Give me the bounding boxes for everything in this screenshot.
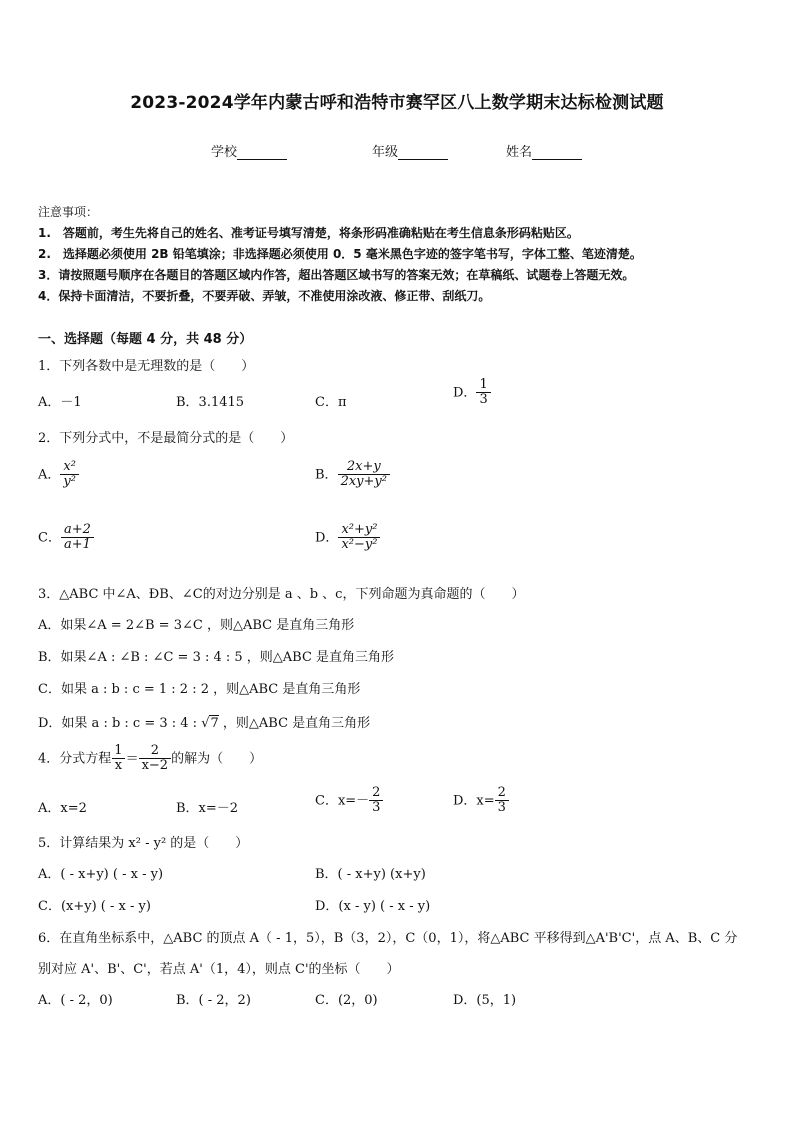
fraction-denominator: 2xy+y² [338, 474, 390, 489]
q4-option-d-fraction [495, 786, 509, 816]
notice-item-1: 1. 答题前，考生先将自己的姓名、准考证号填写清楚，将条形码准确粘贴在考生信息条形码粘贴区。 [38, 226, 579, 240]
fraction-numerator: 2x+y [346, 459, 381, 474]
q4-fraction-left [111, 744, 125, 774]
q2-option-b [315, 460, 390, 490]
q4-option-c [315, 786, 383, 816]
fraction-numerator: a+2 [63, 522, 91, 537]
q5-option-b: B．( - x+y) (x+y) [315, 867, 426, 882]
q6-option-a: A．( - 2，0) [38, 993, 113, 1008]
sqrt-radicand: 7 [210, 716, 219, 731]
q4-stem-tail: 的解为（ ） [171, 751, 263, 767]
grade-field [372, 141, 448, 160]
q1-option-d [453, 378, 491, 408]
grade-label: 年级 [372, 145, 399, 160]
q1-option-c: C．π [315, 395, 347, 410]
q3-option-d-tail: ，则△ABC 是直角三角形 [218, 716, 371, 731]
notice-heading: 注意事项： [38, 205, 99, 219]
school-label: 学校 [211, 145, 238, 160]
question-4-stem [38, 744, 262, 774]
fraction-denominator: 3 [369, 800, 383, 815]
q4-equals: ＝ [125, 751, 139, 767]
fraction-numerator: 2 [497, 785, 506, 800]
notice-item-2: 2. 选择题必须使用 2B 铅笔填涂；非选择题必须使用 0．5 毫米黑色字迹的签字笔书写，字体工整、笔迹清楚。 [38, 247, 642, 261]
notice-item-3: 3．请按照题号顺序在各题目的答题区域内作答，超出答题区域书写的答案无效；在草稿纸、试题卷上答题无效。 [38, 268, 635, 282]
q4-option-d [453, 786, 509, 816]
fraction-denominator: x−2 [139, 758, 172, 773]
grade-blank [398, 147, 448, 160]
q4-fraction-right [139, 744, 172, 774]
q3-option-d-text: D．如果 a : b : c = 3 : 4 : [38, 716, 202, 731]
question-6-line-2: 别对应 A'、B'、C'，若点 A'（1，4），则点 C'的坐标（ ） [38, 962, 400, 977]
q3-option-a: A．如果∠A = 2∠B = 3∠C ，则△ABC 是直角三角形 [38, 618, 355, 633]
q2-option-a [38, 460, 79, 490]
q1-option-a: A．－1 [38, 395, 82, 410]
section-heading: 一、选择题（每题 4 分，共 48 分） [38, 332, 253, 347]
page-title: 2023-2024学年内蒙古呼和浩特市赛罕区八上数学期末达标检测试题 [130, 93, 664, 113]
question-3-stem: 3．△ABC 中∠A、ÐB、∠C的对边分别是 a 、b 、c，下列命题为真命题的（ ） [38, 587, 525, 602]
name-field [506, 141, 582, 160]
fraction-denominator: 3 [495, 800, 509, 815]
fraction-denominator: y² [60, 474, 79, 489]
q6-option-d: D．(5，1) [453, 993, 517, 1008]
q2-option-d-label: D． [315, 530, 339, 546]
q2-option-c-label: C． [38, 530, 61, 546]
q1-option-d-label: D． [453, 385, 477, 401]
fraction-denominator: x [112, 758, 125, 773]
q4-option-c-fraction [369, 786, 383, 816]
notice-item-4: 4．保持卡面清洁，不要折叠，不要弄破、弄皱，不准使用涂改液、修正带、刮纸刀。 [38, 289, 491, 303]
q4-option-d-label: D．x= [453, 793, 495, 809]
q4-stem-text: 4．分式方程 [38, 751, 112, 767]
q6-option-b: B．( - 2，2) [176, 993, 251, 1008]
q2-option-a-label: A． [38, 467, 61, 483]
q2-option-b-label: B． [315, 467, 338, 483]
fraction-denominator: x²−y² [338, 537, 380, 552]
fraction-numerator: x² [63, 459, 76, 474]
q5-option-d: D．(x - y) ( - x - y) [315, 899, 431, 914]
q4-option-c-label: C．x=－ [315, 793, 370, 809]
q2-option-a-fraction [60, 460, 79, 490]
question-6-line-1: 6．在直角坐标系中，△ABC 的顶点 A（ - 1，5），B（3，2），C（0，1），将△ABC 平移得到△A'B'C'，点 A、B、C 分 [38, 931, 738, 946]
school-field [211, 141, 287, 160]
question-2-stem: 2．下列分式中，不是最简分式的是（ ） [38, 431, 294, 446]
q4-option-b: B．x=－2 [176, 801, 239, 816]
q3-option-b: B．如果∠A : ∠B : ∠C = 3 : 4 : 5 ，则△ABC 是直角三角形 [38, 650, 395, 665]
q5-option-c: C．(x+y) ( - x - y) [38, 899, 151, 914]
q2-option-d-fraction [338, 523, 380, 553]
q2-option-c-fraction [61, 523, 94, 553]
name-label: 姓名 [506, 145, 533, 160]
name-blank [532, 147, 582, 160]
question-5-stem: 5．计算结果为 x² - y² 的是（ ） [38, 836, 249, 851]
q6-option-c: C．(2，0) [315, 993, 378, 1008]
fraction-denominator: 3 [476, 392, 490, 407]
fraction-numerator: 1 [479, 377, 488, 392]
fraction-numerator: 2 [150, 743, 159, 758]
fraction-numerator: x²+y² [341, 522, 378, 537]
q2-option-c [38, 523, 94, 553]
q5-option-a: A．( - x+y) ( - x - y) [38, 867, 164, 882]
fraction-numerator: 2 [372, 785, 381, 800]
fraction-denominator: a+1 [61, 537, 94, 552]
fraction-numerator: 1 [114, 743, 123, 758]
q3-option-c: C．如果 a : b : c = 1 : 2 : 2 ，则△ABC 是直角三角形 [38, 682, 361, 697]
school-blank [237, 147, 287, 160]
q1-option-d-fraction [476, 378, 490, 408]
q2-option-d [315, 523, 380, 553]
q1-option-b: B．3.1415 [176, 395, 245, 410]
question-1-stem: 1．下列各数中是无理数的是（ ） [38, 359, 255, 374]
q3-option-d: D．如果 a : b : c = 3 : 4 : √7 ，则△ABC 是直角三角形 [38, 716, 371, 731]
q2-option-b-fraction [338, 460, 390, 490]
q4-option-a: A．x=2 [38, 801, 87, 816]
